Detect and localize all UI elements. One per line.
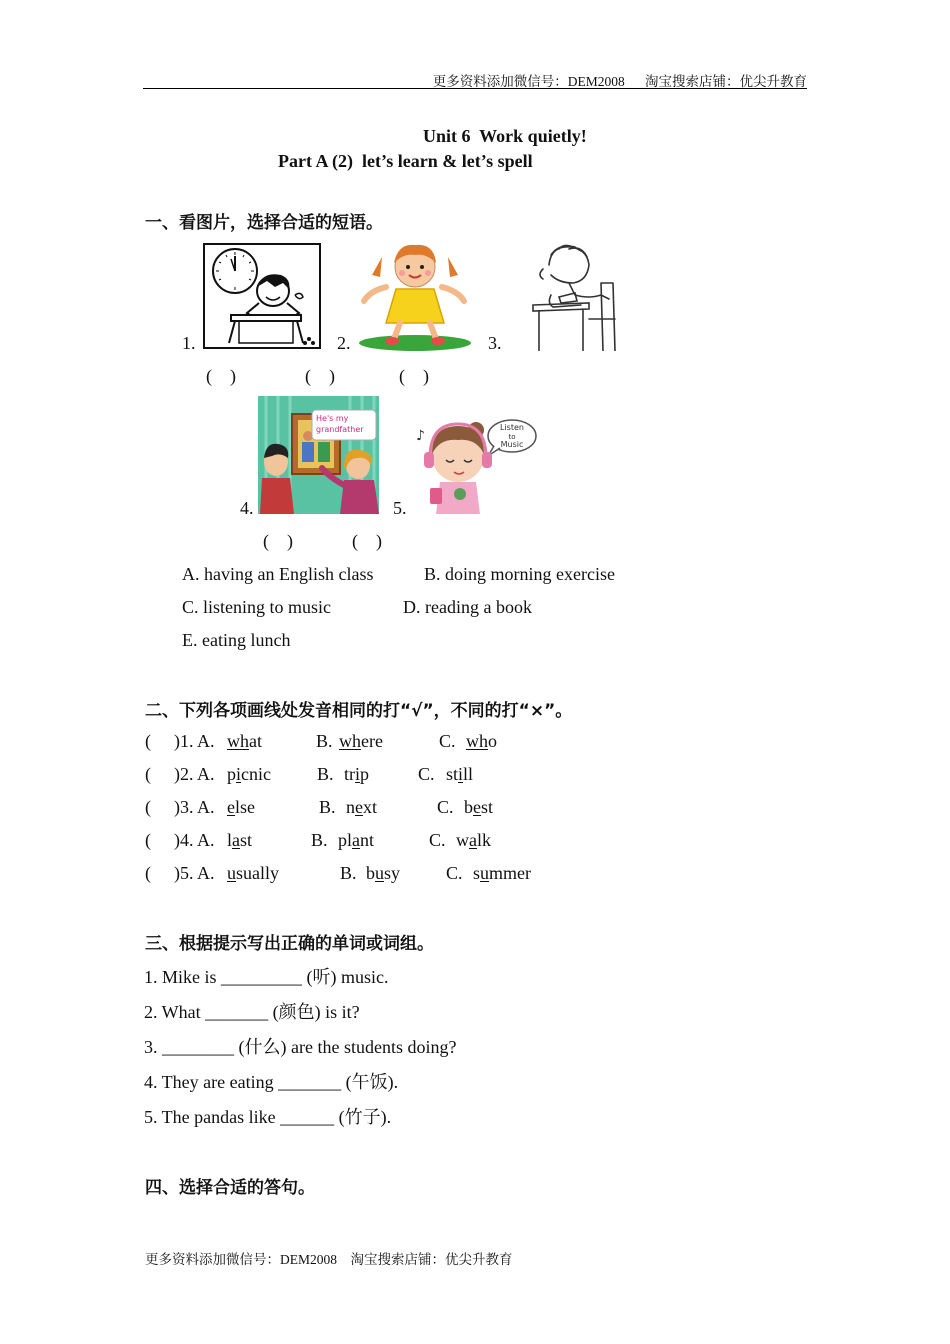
page-header: 更多资料添加微信号：DEM2008 淘宝搜索店铺：优尖升教育 xyxy=(432,74,807,89)
phonics-row-1-label-b: B. xyxy=(316,731,333,751)
section1-heading: 一、看图片，选择合适的短语。 xyxy=(145,213,383,233)
phonics-row-1-number: )1. A. xyxy=(174,731,215,751)
picture-eating-lunch xyxy=(203,243,321,349)
phonics-row-1-word-b: where xyxy=(339,731,383,751)
answer-bracket-1[interactable]: ( ) xyxy=(206,366,236,386)
phonics-row-3-paren[interactable]: ( xyxy=(145,797,151,817)
answer-bracket-3[interactable]: ( ) xyxy=(399,366,429,386)
option-c: C. listening to music xyxy=(182,597,332,617)
phonics-row-4-word-a: last xyxy=(227,830,253,850)
phonics-row-2-word-b: trip xyxy=(344,764,370,784)
phonics-row-2-paren[interactable]: ( xyxy=(145,764,151,784)
phonics-row-2-label-b: B. xyxy=(317,764,334,784)
svg-text:♪: ♪ xyxy=(416,428,425,444)
bubble-line-1: Listen xyxy=(500,423,524,432)
picture-english-class xyxy=(258,396,379,514)
picture-listening-music xyxy=(414,414,540,514)
phonics-row-2-word-a: picnic xyxy=(227,764,271,784)
phonics-row-2-word-c: still xyxy=(446,764,474,784)
option-b: B. doing morning exercise xyxy=(424,564,615,584)
phonics-row-3-label-b: B. xyxy=(319,797,336,817)
phonics-row-2-number: )2. A. xyxy=(174,764,215,784)
bubble-line-3: Music xyxy=(500,440,524,449)
option-d: D. reading a book xyxy=(403,597,532,617)
phonics-row-4-paren[interactable]: ( xyxy=(145,830,151,850)
unit-title: Unit 6 Work quietly! xyxy=(423,126,587,146)
phonics-row-5-number: )5. A. xyxy=(174,863,215,883)
header-rule xyxy=(143,88,807,89)
fill-blank-1[interactable]: 1. Mike is _________ (听) music. xyxy=(144,967,389,987)
fill-blank-3[interactable]: 3. ________ (什么) are the students doing? xyxy=(144,1037,457,1057)
phonics-row-3-word-a: else xyxy=(227,797,255,817)
phonics-row-3-number: )3. A. xyxy=(174,797,215,817)
phonics-row-3-label-c: C. xyxy=(437,797,454,817)
option-a: A. having an English class xyxy=(182,564,374,584)
part-subtitle: Part A (2) let’s learn & let’s spell xyxy=(278,151,533,171)
phonics-row-4-word-b: plant xyxy=(338,830,375,850)
phonics-row-5-paren[interactable]: ( xyxy=(145,863,151,883)
phonics-row-5-label-b: B. xyxy=(340,863,357,883)
phonics-row-4-label-b: B. xyxy=(311,830,328,850)
answer-bracket-5[interactable]: ( ) xyxy=(352,531,382,551)
phonics-row-1-word-c: who xyxy=(466,731,497,751)
picture-4-number: 4. xyxy=(240,498,254,518)
fill-blank-2[interactable]: 2. What _______ (颜色) is it? xyxy=(144,1002,360,1022)
bubble-line-2: to xyxy=(508,433,516,441)
section2-heading: 二、下列各项画线处发音相同的打“√”，不同的打“×”。 xyxy=(145,701,573,721)
phonics-row-5-word-a: usually xyxy=(227,863,279,883)
phonics-row-4-word-c: walk xyxy=(456,830,492,850)
picture-3-number: 3. xyxy=(488,333,502,353)
sign-line-2: grandfather xyxy=(316,425,364,434)
phonics-row-2-label-c: C. xyxy=(418,764,435,784)
section3-heading: 三、根据提示写出正确的单词或词组。 xyxy=(145,934,434,954)
phonics-row-5-word-b: busy xyxy=(366,863,401,883)
section4-heading: 四、选择合适的答句。 xyxy=(145,1178,315,1198)
phonics-row-5-label-c: C. xyxy=(446,863,463,883)
answer-bracket-2[interactable]: ( ) xyxy=(305,366,335,386)
picture-morning-exercise xyxy=(356,239,474,351)
picture-5-number: 5. xyxy=(393,498,407,518)
fill-blank-5[interactable]: 5. The pandas like ______ (竹子). xyxy=(144,1107,392,1127)
phonics-row-5-word-c: summer xyxy=(473,863,532,883)
fill-blank-4[interactable]: 4. They are eating _______ (午饭). xyxy=(144,1072,399,1092)
sign-line-1: He's my xyxy=(316,414,349,423)
picture-2-number: 2. xyxy=(337,333,351,353)
phonics-row-4-label-c: C. xyxy=(429,830,446,850)
page-footer: 更多资料添加微信号：DEM2008 淘宝搜索店铺：优尖升教育 xyxy=(145,1252,513,1267)
option-e: E. eating lunch xyxy=(182,630,291,650)
phonics-row-3-word-c: best xyxy=(464,797,494,817)
phonics-row-1-paren[interactable]: ( xyxy=(145,731,151,751)
picture-reading-book xyxy=(529,239,617,351)
phonics-row-3-word-b: next xyxy=(346,797,378,817)
picture-1-number: 1. xyxy=(182,333,196,353)
phonics-row-1-word-a: what xyxy=(227,731,262,751)
phonics-row-4-number: )4. A. xyxy=(174,830,215,850)
answer-bracket-4[interactable]: ( ) xyxy=(263,531,293,551)
phonics-row-1-label-c: C. xyxy=(439,731,456,751)
